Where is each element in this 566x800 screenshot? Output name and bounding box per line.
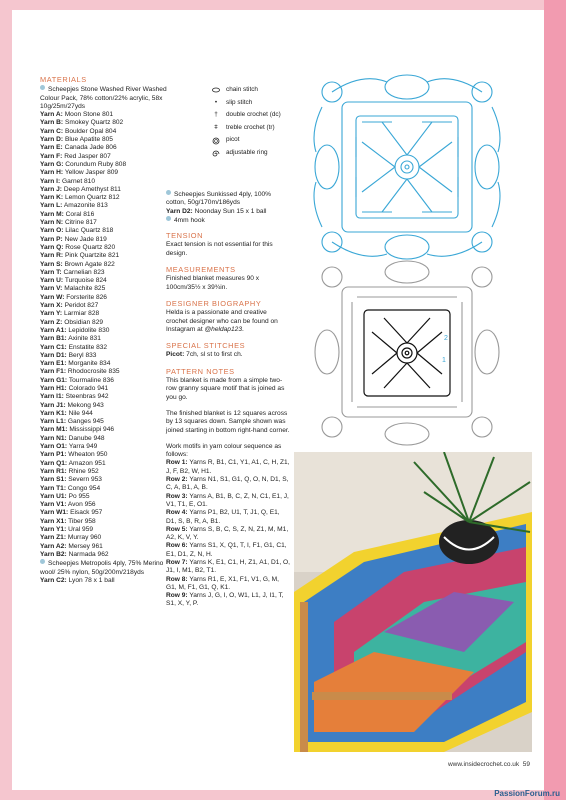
grey-motif xyxy=(315,261,499,445)
special-stitches-text: Picot: 7ch, sl st to first ch. xyxy=(166,351,243,359)
row-sequence-item: Row 8: Yarns R1, E, X1, F1, V1, G, M, G1, M, F1, G1, Q, K1. xyxy=(166,575,279,591)
yarn-item: Yarn Q1: Amazon 951 xyxy=(40,459,106,467)
diagram-label-2: 2 xyxy=(444,335,448,342)
black-inner-motif xyxy=(364,310,450,396)
pattern-notes-title: PATTERN NOTES xyxy=(166,366,235,376)
yarn-item: Yarn E: Canada Jade 806 xyxy=(40,144,117,152)
row-sequence-list xyxy=(166,459,290,608)
yarn-item: Yarn E1: Morganite 834 xyxy=(40,360,111,368)
yarn-item: Yarn A: Moon Stone 801 xyxy=(40,111,114,119)
row-sequence-item: Row 9: Yarns J, G, I, O, W1, L1, J, I1, T, S1, X, Y, P. xyxy=(166,592,284,608)
yarn-item: Yarn L: Amazonite 813 xyxy=(40,202,108,210)
bullet-icon xyxy=(166,190,171,195)
yarn-item: Yarn M1: Mississippi 946 xyxy=(40,426,115,434)
yarn-item: Yarn J: Deep Amethyst 811 xyxy=(40,185,121,193)
yarn-item: Yarn D: Blue Apatite 805 xyxy=(40,136,113,144)
page-edge-stripe xyxy=(544,0,566,800)
page-number: 59 xyxy=(522,761,530,768)
biography-text: Helda is a passionate and creative crochet designer who can be found on Instagram at @heldap123. xyxy=(166,309,278,333)
special-stitches-title: SPECIAL STITCHES xyxy=(166,341,246,351)
yarn-item: Yarn Y1: Ural 959 xyxy=(40,526,94,534)
adjustable-ring-icon xyxy=(210,149,222,161)
yarn-item: Yarn D1: Beryl 833 xyxy=(40,351,97,359)
yarn-item: Yarn U1: Po 955 xyxy=(40,492,90,500)
yarn-item: Yarn R: Pink Quartzite 821 xyxy=(40,252,120,260)
yarn-item: Yarn X1: Tiber 958 xyxy=(40,517,96,525)
yarn-item: Yarn K: Lemon Quartz 812 xyxy=(40,194,120,202)
yarn-item: Yarn V1: Avon 956 xyxy=(40,501,96,509)
yarn-item: Yarn V: Malachite 825 xyxy=(40,285,106,293)
notes-para-3: Work motifs in yarn colour sequence as follows: xyxy=(166,442,282,459)
metropolis-intro: Scheepjes Metropolis 4ply, 75% Merino wool/ 25% nylon, 50g/200m/218yds xyxy=(40,560,164,576)
measurements-title: MEASUREMENTS xyxy=(166,265,236,275)
row-sequence-item: Row 4: Yarns P1, B2, U1, T, J1, Q, E1, D1, S, B, R, A, B1. xyxy=(166,509,280,525)
magazine-page: MATERIALS Scheepjes Stone Washed River Washed Colour Pack, 78% cotton/22% acrylic, 58x 10g/25m/27yds Yarn A: Moon Stone 801 Yarn B: Smokey Quartz 802 Yarn C: Boulder Opal 804 Yarn D: Blue Apatite 805 Yarn E: Canada Jade 806 Yarn F: Red Jasper 807 Yarn G: Corundum Ruby 808 Yarn H: Yellow Jasper 809 Yarn I: Garnet 810 Yarn J: Deep Amethyst 811 Yarn K: Lemon Quartz 812 Yarn L: Amazonite 813 Yarn M: Coral 816 Yarn N: Citrine 817 Yarn O: Lilac Quartz 818 Yarn P: New Jade 819 Yarn Q: Rose Quartz 820 Yarn R: Pink Quartzite 821 Yarn S: Brown Agate 822 Yarn T: Carnelian 823 Yarn U: Turquoise 824 Yarn V: Malachite 825 Yarn W: Forsterite 826 Yarn X: Peridot 827 Yarn Y: Larmiar 828 Yarn Z: Obsidian 829 Yarn A1: Lepidolite 830 Yarn B1: Axinite 831 Yarn C1: Enstatite 832 Yarn D1: Beryl 833 Yarn E1: Morganite 834 Yarn F1: Rhodocrosite 835 Yarn G1: Tourmaline 836 Yarn H1: Colorado 941 Yarn I1: Steenbras 942 Yarn J1: Mekong 943 Yarn K1: Nile 944 Yarn L1: Ganges 945 Yarn M1: Mississippi 946 Yarn N1: Danube 948 Yarn O1: Yarra 949 Yarn P1: Wheaton 950 Yarn Q1: Amazon 951 Yarn R1: Rhine 952 Yarn S1: Severn 953 Yarn T1: Congo 954 Yarn U1: Po 955 Yarn V1: Avon 956 Yarn W1: Eisack 957 Yarn X1: Tiber 958 Yarn Y1: Ural 959 Yarn Z1: Murray 960 Yarn A2: Mersey 961 Yarn B2: Narmada 962 Scheepjes Metropolis 4ply, 75% Merino wool/ 25% nylon, 50g/200m/218yds Yarn C2: Lyon 78 x 1 ball Scheepjes Sunkissed 4ply, 100% cotton, 50g/170m/186yds Yarn D2: Noonday Sun 15 x 1 ball 4mm hook TENSION Exact tension is not essential for this design. MEASUREMENTS Finished blanket measures 90 x 100cm/35½ x 39¾in. DESIGNER BIOGRAPHY Helda is a passionate and creative crochet designer who can be found on Instagram at @heldap123. SPECIAL STITCHES Picot: 7ch, sl st to first ch. PATTERN NOTES This blanket is made from a simple two-row granny square motif that is joined as you go. The finished blanket is 12 squares across by 13 squares down. Sample shown was joined starting in bottom right-hand corner. Work motifs in yarn colour sequence as follows: Row 1: Yarns R, B1, C1, Y1, A1, C, H, Z1, J, F, B2, W, H1. Row 2: Yarns N1, S1, G1, Q, O, N, D1, S, C, A, B1, A, B. Row 3: Yarns A, B1, B, C, Z, N, C1, E1, J, V1, T1, E, O1. Row 4: Yarns P1, B2, U1, T, J1, Q, E1, D1, S, B, R, A, B1. Row 5: Yarns S, B, C, S, Z, N, Z1, M, M1, A2, K, V, Y. Row 6: Yarns S1, X, Q1, T, I, F1, G1, C1, E1, D1, Z, N, H. Row 7: Yarns K, E1, C1, H, Z1, A1, D1, O, J1, I, M1, B2, T1. Row 8: Yarns R1, E, X1, F1, V1, G, M, G1, M, F1, G1, Q, K1. Row 9: Yarns J, G, I, O, W1, L1, J, I1, T, S1, X, Y, P. chain stitch • slip stitch † double crochet (dc) ǂ treble crochet (tr) picot adjustable ring 2 1 www.insidecrochet.co.uk 59 xyxy=(12,10,544,790)
yarn-item: Yarn W: Forsterite 826 xyxy=(40,293,107,301)
yarn-item: Yarn H: Yellow Jasper 809 xyxy=(40,169,119,177)
yarn-item: Yarn Z1: Murray 960 xyxy=(40,534,102,542)
yarn-item: Yarn Q: Rose Quartz 820 xyxy=(40,243,116,251)
row-sequence-item: Row 2: Yarns N1, S1, G1, Q, O, N, D1, S, C, A, B1, A, B. xyxy=(166,476,289,492)
bullet-icon xyxy=(40,85,45,90)
watermark-text: PassionForum.ru xyxy=(494,789,560,798)
yarn-item: Yarn G: Corundum Ruby 808 xyxy=(40,160,127,168)
sunkissed-yarn: Yarn D2: Noonday Sun 15 x 1 ball xyxy=(166,207,267,215)
yarn-item: Yarn B: Smokey Quartz 802 xyxy=(40,119,124,127)
materials-title: MATERIALS xyxy=(40,75,87,84)
yarn-item: Yarn S: Brown Agate 822 xyxy=(40,260,115,268)
yarn-item: Yarn C: Boulder Opal 804 xyxy=(40,127,117,135)
row-sequence-item: Row 1: Yarns R, B1, C1, Y1, A1, C, H, Z1, J, F, B2, W, H1. xyxy=(166,459,290,475)
yarn-item: Yarn T: Carnelian 823 xyxy=(40,268,105,276)
yarn-item: Yarn Z: Obsidian 829 xyxy=(40,318,104,326)
row-sequence-item: Row 7: Yarns K, E1, C1, H, Z1, A1, D1, O, J1, I, M1, B2, T1. xyxy=(166,558,290,575)
yarn-item: Yarn X: Peridot 827 xyxy=(40,302,99,310)
yarn-item: Yarn Y: Larmiar 828 xyxy=(40,310,100,318)
row-sequence-item: Row 6: Yarns S1, X, Q1, T, I, F1, G1, C1, E1, D1, Z, N, H. xyxy=(166,542,287,558)
yarn-item: Yarn F1: Rhodocrosite 835 xyxy=(40,368,120,376)
yarn-item: Yarn M: Coral 816 xyxy=(40,210,95,218)
yarn-item: Yarn R1: Rhine 952 xyxy=(40,467,99,475)
blanket-photo xyxy=(294,452,532,752)
yarn-item: Yarn O1: Yarra 949 xyxy=(40,443,98,451)
row-sequence-item: Row 3: Yarns A, B1, B, C, Z, N, C1, E1, J, V1, T1, E, O1. xyxy=(166,492,289,508)
treble-crochet-icon: ǂ xyxy=(214,123,218,131)
yarn-item: Yarn H1: Colorado 941 xyxy=(40,384,109,392)
bullet-icon xyxy=(40,559,45,564)
crochet-chart-diagram xyxy=(292,62,538,448)
notes-para-2: The finished blanket is 12 squares across by 13 squares down. Sample shown was joined starting in bottom right-hand corner. xyxy=(166,409,290,434)
yarn-item: Yarn P1: Wheaton 950 xyxy=(40,451,108,459)
biography-title: DESIGNER BIOGRAPHY xyxy=(166,298,262,308)
bullet-icon xyxy=(166,216,171,221)
picot-icon xyxy=(210,136,222,148)
footer-url[interactable]: www.insidecrochet.co.uk xyxy=(447,761,520,768)
yarn-list xyxy=(40,111,168,559)
hook-line: 4mm hook xyxy=(166,216,290,225)
yarn-item: Yarn G1: Tourmaline 836 xyxy=(40,376,114,384)
yarn-item: Yarn O: Lilac Quartz 818 xyxy=(40,227,114,235)
yarn-item: Yarn K1: Nile 944 xyxy=(40,409,93,417)
measurements-text: Finished blanket measures 90 x 100cm/35½ x 39¾in. xyxy=(166,275,260,291)
yarn-item: Yarn J1: Mekong 943 xyxy=(40,401,104,409)
tension-text: Exact tension is not essential for this design. xyxy=(166,241,273,257)
yarn-item: Yarn B1: Axinite 831 xyxy=(40,335,101,343)
info-column xyxy=(166,190,290,609)
row-sequence-item: Row 5: Yarns S, B, C, S, Z, N, Z1, M, M1, A2, K, V, Y. xyxy=(166,525,289,542)
yarn-item: Yarn U: Turquoise 824 xyxy=(40,277,107,285)
yarn-item: Yarn W1: Eisack 957 xyxy=(40,509,103,517)
yarn-item: Yarn I1: Steenbras 942 xyxy=(40,393,109,401)
blue-motif xyxy=(314,75,500,259)
instagram-handle[interactable]: @heldap123 xyxy=(204,325,242,333)
yarn-item: Yarn P: New Jade 819 xyxy=(40,235,107,243)
double-crochet-icon: † xyxy=(214,111,218,118)
materials-intro: Scheepjes Stone Washed River Washed Colour Pack, 78% cotton/22% acrylic, 58x 10g/25m/27yds xyxy=(40,86,167,110)
yarn-item: Yarn N: Citrine 817 xyxy=(40,219,97,227)
materials-column xyxy=(40,76,168,585)
yarn-item: Yarn S1: Severn 953 xyxy=(40,476,102,484)
yarn-item: Yarn N1: Danube 948 xyxy=(40,434,105,442)
yarn-item: Yarn A2: Mersey 961 xyxy=(40,542,103,550)
yarn-item: Yarn I: Garnet 810 xyxy=(40,177,95,185)
metropolis-yarn: Yarn C2: Lyon 78 x 1 ball xyxy=(40,576,115,584)
yarn-item: Yarn A1: Lepidolite 830 xyxy=(40,326,110,334)
yarn-item: Yarn T1: Congo 954 xyxy=(40,484,101,492)
slip-stitch-icon: • xyxy=(214,98,218,106)
yarn-item: Yarn B2: Narmada 962 xyxy=(40,550,109,558)
chain-stitch-icon xyxy=(210,86,222,96)
notes-para-1: This blanket is made from a simple two-row granny square motif that is joined as you go. xyxy=(166,377,285,401)
sunkissed-intro: Scheepjes Sunkissed 4ply, 100% cotton, 50g/170m/186yds xyxy=(166,191,272,207)
yarn-item: Yarn C1: Enstatite 832 xyxy=(40,343,108,351)
yarn-item: Yarn L1: Ganges 945 xyxy=(40,418,104,426)
yarn-item: Yarn F: Red Jasper 807 xyxy=(40,152,111,160)
diagram-label-1: 1 xyxy=(442,357,446,364)
tension-title: TENSION xyxy=(166,231,204,241)
page-footer xyxy=(448,761,530,768)
